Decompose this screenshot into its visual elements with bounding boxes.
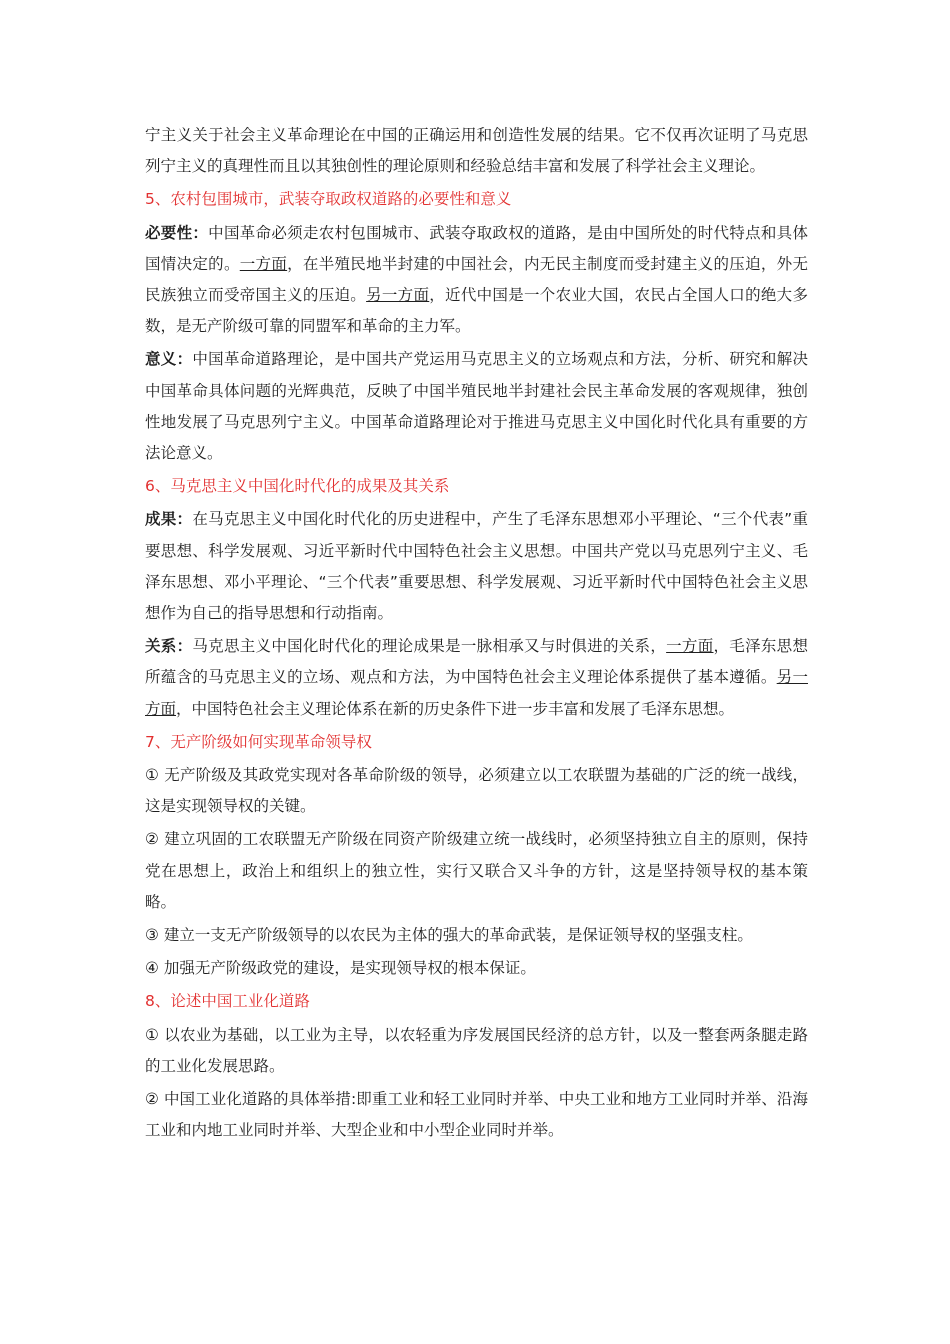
relation-text-3: ，中国特色社会主义理论体系在新的历史条件下进一步丰富和发展了毛泽东思想。 xyxy=(176,699,735,718)
section-6-results-paragraph xyxy=(145,504,808,629)
section-8-heading: 8、论述中国工业化道路 xyxy=(145,992,310,1011)
document-page xyxy=(145,120,808,1149)
intro-paragraph: 宁主义关于社会主义革命理论在中国的正确运用和创造性发展的结果。它不仅再次证明了马克思列宁主义的真理性而且以其独创性的理论原则和经验总结丰富和发展了科学社会主义理论。 xyxy=(145,126,808,176)
section-7-item: ② 建立巩固的工农联盟无产阶级在同资产阶级建立统一战线时，必须坚持独立自主的原则，保持党在思想上，政治上和组织上的独立性，实行又联合又斗争的方针，这是坚持领导权的基本策略。 xyxy=(145,830,808,911)
section-5-heading: 5、农村包围城市，武装夺取政权道路的必要性和意义 xyxy=(145,190,512,209)
section-6-heading: 6、马克思主义中国化时代化的成果及其关系 xyxy=(145,477,450,496)
necessity-text-2: ，在半殖民地半封建的中国社会，内无民主制度而受封建主义的压迫，外无民族独立而受帝国主义的压迫。 xyxy=(145,254,808,305)
relation-label: 关系： xyxy=(145,637,193,656)
section-8-item: ① 以农业为基础，以工业为主导，以农轻重为序发展国民经济的总方针，以及一整套两条腿走路的工业化发展思路。 xyxy=(145,1025,808,1075)
necessity-label: 必要性： xyxy=(145,223,209,242)
significance-text: 中国革命道路理论，是中国共产党运用马克思主义的立场观点和方法，分析、研究和解决中国革命具体问题的光辉典范，反映了中国半殖民地半封建社会民主革命发展的客观规律，独创性地发展了马克思列宁主义。中国革命道路理论对于推进马克思主义中国化时代化具有重要的方法论意义。 xyxy=(145,350,808,463)
section-7-item: ① 无产阶级及其政党实现对各革命阶级的领导，必须建立以工农联盟为基础的广泛的统一战线，这是实现领导权的关键。 xyxy=(145,766,808,816)
relation-text-1: 马克思主义中国化时代化的理论成果是一脉相承又与时俱进的关系， xyxy=(192,637,667,656)
results-text: 在马克思主义中国化时代化的历史进程中，产生了毛泽东思想邓小平理论、“三个代表”重要思想、科学发展观、习近平新时代中国特色社会主义思想。中国共产党以马克思列宁主义、毛泽东思想、邓小平理论、“三个代表”重要思想、科学发展观、习近平新时代中国特色社会主义思想作为自己的指导思想和行动指南。 xyxy=(145,510,808,623)
section-7-item: ③ 建立一支无产阶级领导的以农民为主体的强大的革命武装，是保证领导权的坚强支柱。 xyxy=(145,926,753,945)
significance-label: 意义： xyxy=(145,350,193,369)
relation-text-2: ，毛泽东思想所蕴含的马克思主义的立场、观点和方法，为中国特色社会主义理论体系提供了基本遵循。 xyxy=(145,637,808,687)
section-5-necessity-paragraph xyxy=(145,218,808,343)
section-8-item: ② 中国工业化道路的具体举措:即重工业和轻工业同时并举、中央工业和地方工业同时并举、沿海工业和内地工业同时并举、大型企业和中小型企业同时并举。 xyxy=(145,1090,808,1140)
necessity-text-3: ，近代中国是一个农业大国，农民占全国人口的绝大多数，是无产阶级可靠的同盟军和革命的主力军。 xyxy=(145,286,808,336)
relation-underline-2: 另一方面 xyxy=(145,668,808,718)
necessity-underline-1: 一方面 xyxy=(239,254,288,273)
results-label: 成果： xyxy=(145,510,193,529)
section-5-significance-paragraph xyxy=(145,344,808,469)
section-7-heading: 7、无产阶级如何实现革命领导权 xyxy=(145,732,372,751)
necessity-underline-2: 另一方面 xyxy=(366,286,430,305)
relation-underline-1: 一方面 xyxy=(666,637,714,656)
section-7-item: ④ 加强无产阶级政党的建设，是实现领导权的根本保证。 xyxy=(145,959,536,978)
necessity-text-1: 中国革命必须走农村包围城市、武装夺取政权的道路，是由中国所处的时代特点和具体国情决定的。 xyxy=(145,223,808,273)
section-6-relation-paragraph xyxy=(145,631,808,725)
